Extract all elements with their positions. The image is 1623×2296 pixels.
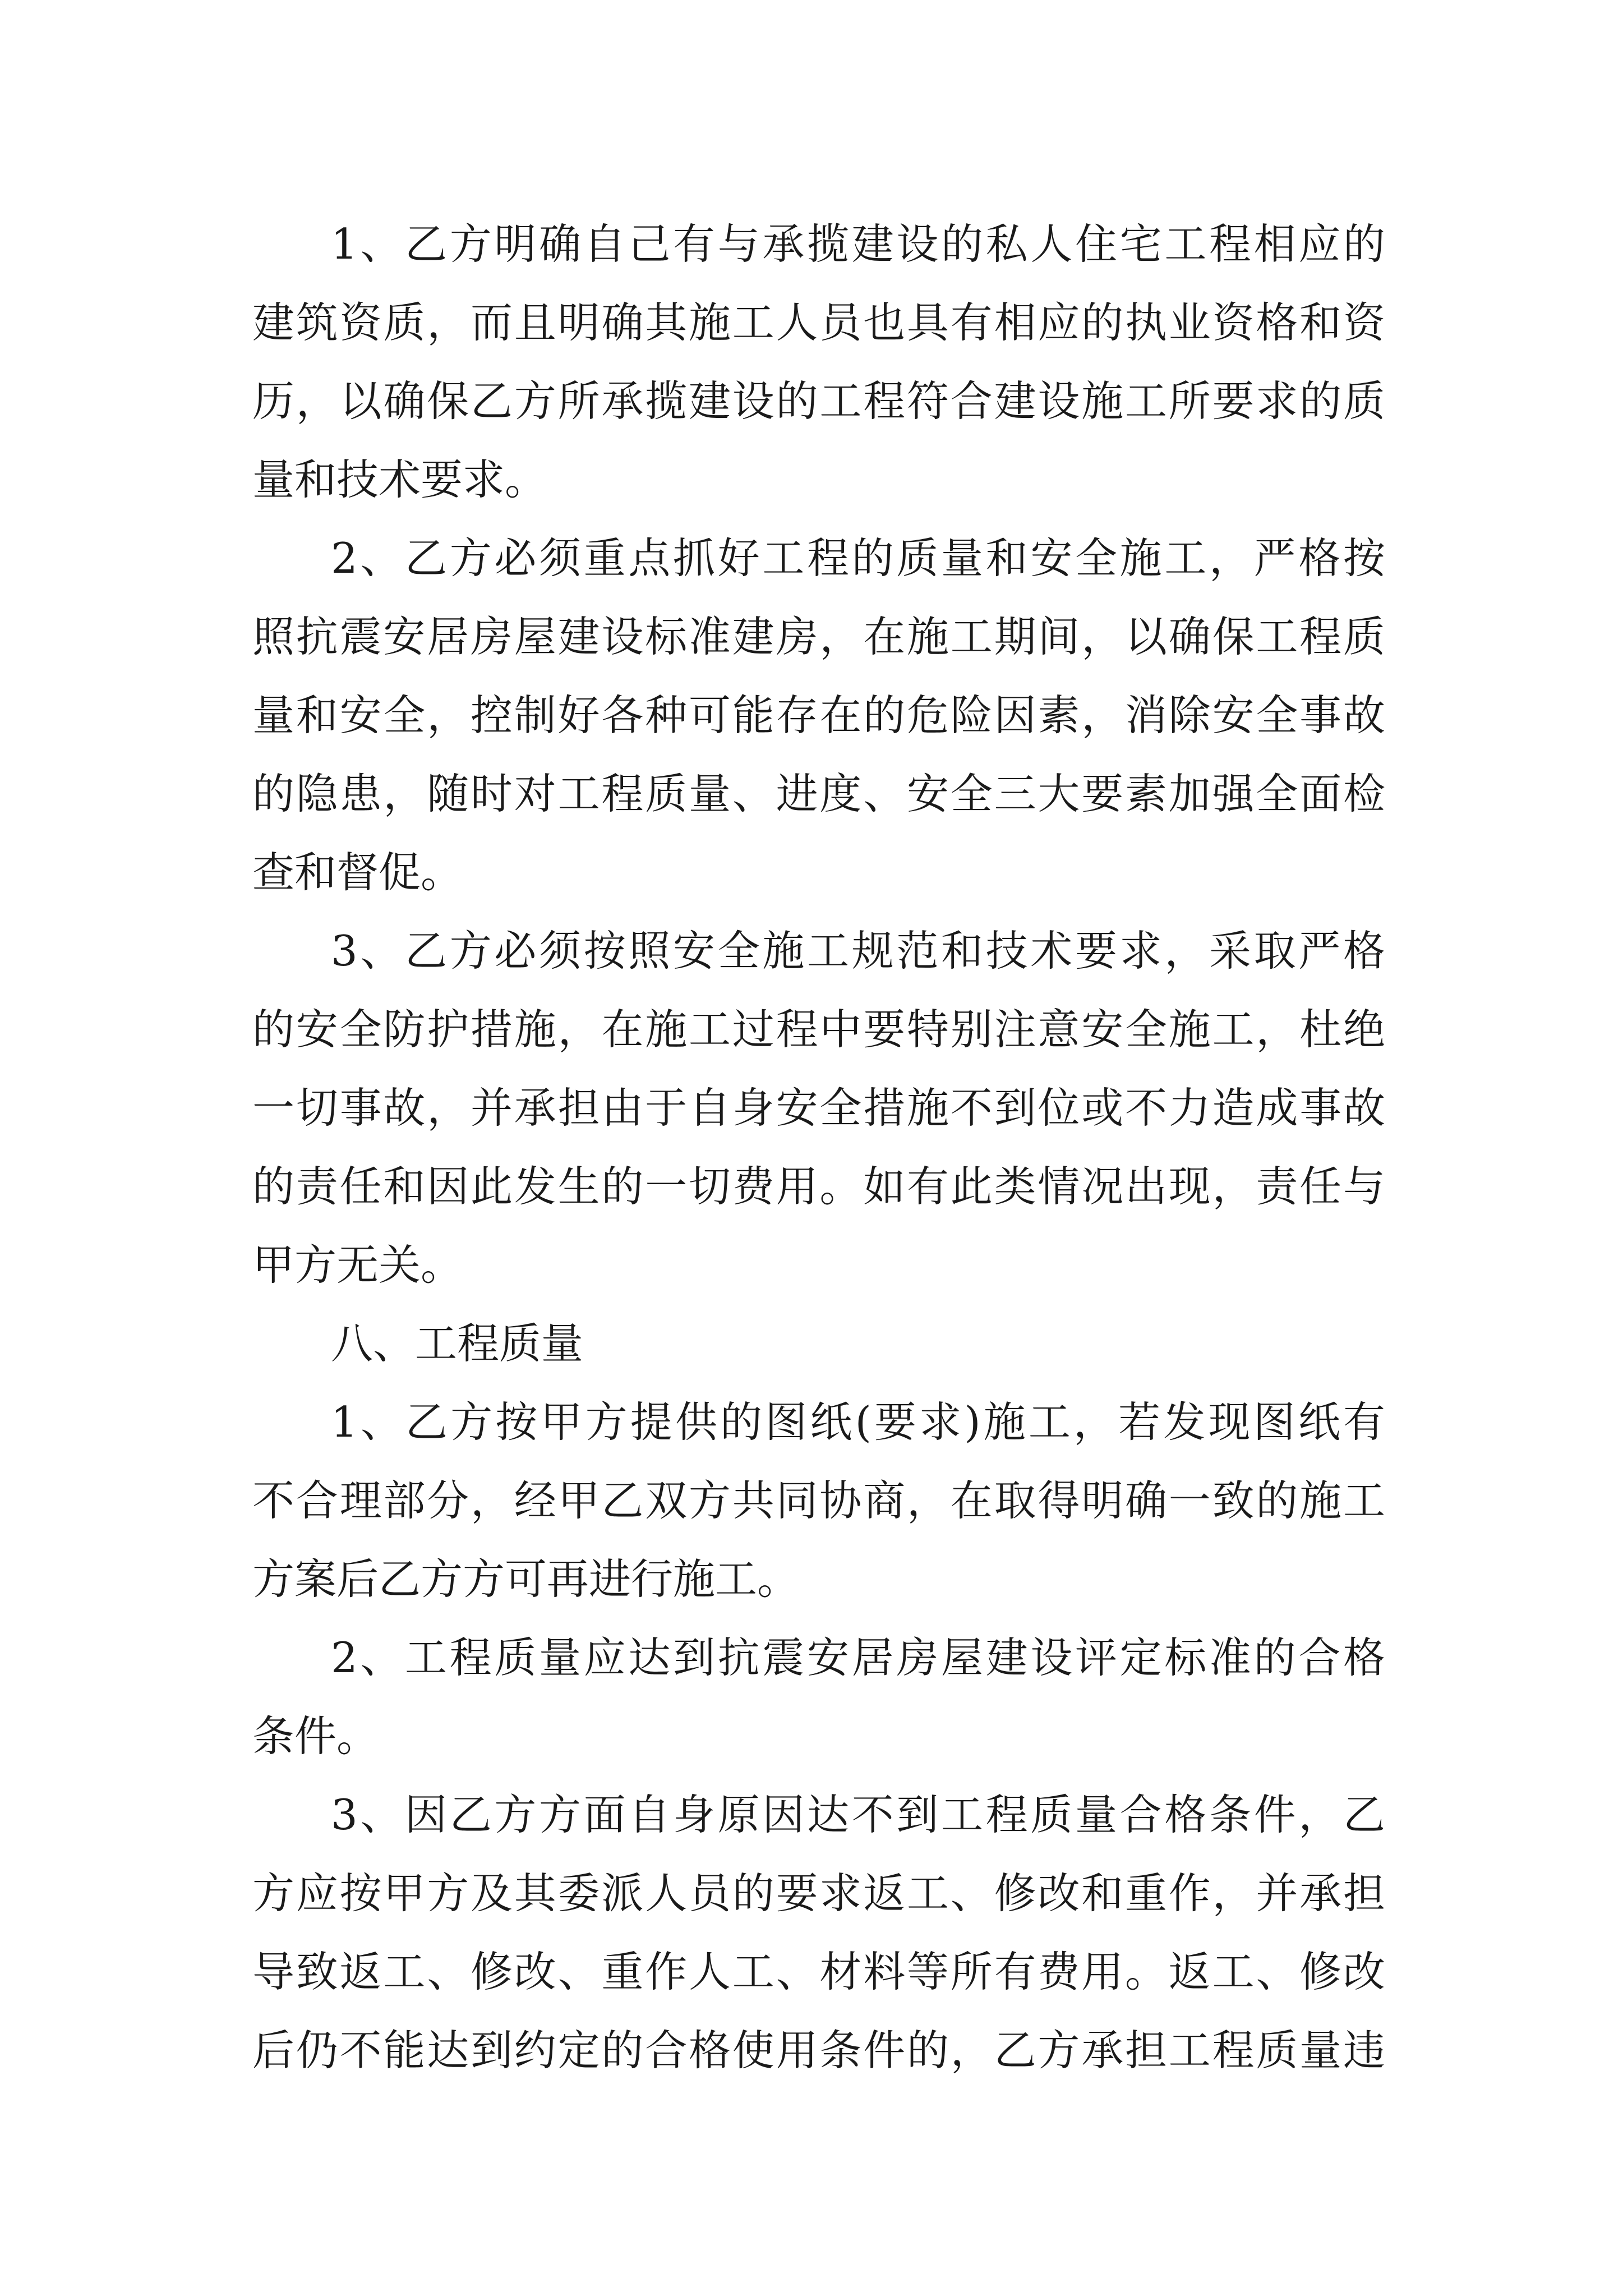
paragraph-3-line-5: 甲方无关。 [252, 1240, 463, 1290]
paragraph-2-line-4: 的隐患，随时对工程质量、进度、安全三大要素加强全面检 [252, 769, 1385, 818]
paragraph-6-line-2: 条件。 [252, 1711, 379, 1761]
paragraph-7-line-3: 导致返工、修改、重作人工、材料等所有费用。返工、修改 [252, 1947, 1385, 1996]
paragraph-1-line-1: 1、乙方明确自己有与承揽建设的私人住宅工程相应的 [331, 219, 1385, 269]
paragraph-6-line-1: 2、工程质量应达到抗震安居房屋建设评定标准的合格 [331, 1633, 1385, 1682]
paragraph-1-line-4: 量和技术要求。 [252, 455, 547, 504]
paragraph-3-line-1: 3、乙方必须按照安全施工规范和技术要求，采取严格 [331, 926, 1385, 976]
paragraph-5-line-3: 方案后乙方方可再进行施工。 [252, 1554, 800, 1604]
paragraph-7-line-2: 方应按甲方及其委派人员的要求返工、修改和重作，并承担 [252, 1869, 1385, 1918]
paragraph-7-line-1: 3、因乙方方面自身原因达不到工程质量合格条件，乙 [331, 1790, 1385, 1839]
paragraph-1-line-3: 历，以确保乙方所承揽建设的工程符合建设施工所要求的质 [252, 376, 1385, 426]
paragraph-2-line-2: 照抗震安居房屋建设标准建房，在施工期间，以确保工程质 [252, 612, 1385, 661]
paragraph-7-line-4: 后仍不能达到约定的合格使用条件的，乙方承担工程质量违 [252, 2026, 1385, 2075]
paragraph-2-line-5: 查和督促。 [252, 848, 463, 897]
paragraph-2-line-1: 2、乙方必须重点抓好工程的质量和安全施工，严格按 [331, 533, 1385, 583]
section-heading-quality: 八、工程质量 [331, 1319, 584, 1368]
paragraph-5-line-2: 不合理部分，经甲乙双方共同协商，在取得明确一致的施工 [252, 1476, 1385, 1525]
paragraph-5-line-1: 1、乙方按甲方提供的图纸(要求)施工，若发现图纸有 [331, 1397, 1385, 1447]
paragraph-3-line-3: 一切事故，并承担由于自身安全措施不到位或不力造成事故 [252, 1083, 1385, 1133]
paragraph-3-line-2: 的安全防护措施，在施工过程中要特别注意安全施工，杜绝 [252, 1005, 1385, 1054]
paragraph-1-line-2: 建筑资质，而且明确其施工人员也具有相应的执业资格和资 [252, 298, 1385, 347]
paragraph-2-line-3: 量和安全，控制好各种可能存在的危险因素，消除安全事故 [252, 691, 1385, 740]
paragraph-3-line-4: 的责任和因此发生的一切费用。如有此类情况出现，责任与 [252, 1162, 1385, 1211]
